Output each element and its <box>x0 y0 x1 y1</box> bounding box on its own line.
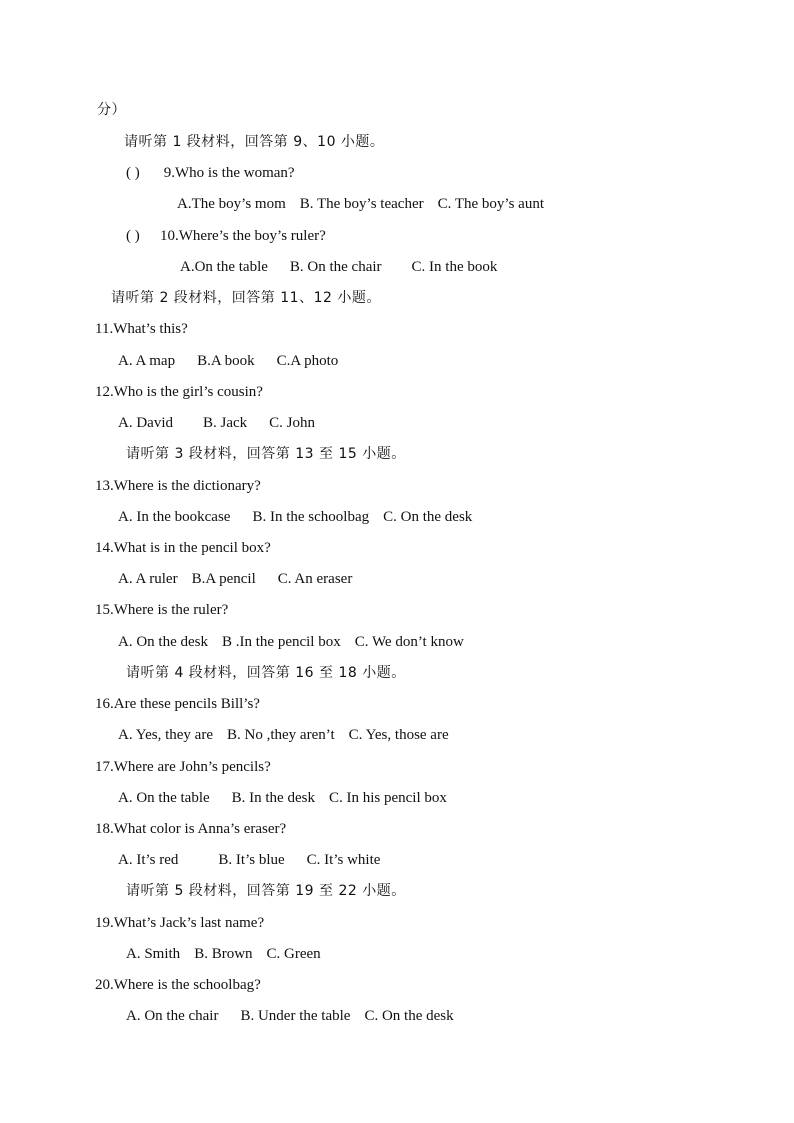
option-b: B. The boy’s teacher <box>299 196 424 212</box>
section-instruction-4: 请听第 4 段材料，回答第 16 至 18 小题。 <box>126 665 406 681</box>
answer-blank: ( ) <box>126 228 140 244</box>
option-c: C. An eraser <box>277 571 353 587</box>
option-b: B. Jack <box>203 415 248 431</box>
option-c: C. In the book <box>411 259 498 275</box>
option-a: A. In the bookcase <box>118 509 231 525</box>
option-c: C. On the desk <box>364 1008 454 1024</box>
option-a: A.On the table <box>180 259 268 275</box>
section-instruction-2: 请听第 2 段材料，回答第 11、12 小题。 <box>111 290 381 306</box>
option-c: C. John <box>269 415 316 431</box>
options-12 <box>118 414 315 432</box>
option-c: C. It’s white <box>306 852 381 868</box>
section-instruction-5: 请听第 5 段材料，回答第 19 至 22 小题。 <box>126 883 406 899</box>
options-10 <box>180 258 497 276</box>
option-c: C. Yes, those are <box>348 727 449 743</box>
option-c: C.A photo <box>276 353 339 369</box>
option-b: B .In the pencil box <box>222 634 341 650</box>
options-15 <box>118 633 464 651</box>
section-instruction-1: 请听第 1 段材料，回答第 9、10 小题。 <box>124 134 385 150</box>
answer-blank: ( ) <box>126 165 140 181</box>
option-a: A.The boy’s mom <box>177 196 286 212</box>
question-15: 15.Where is the ruler? <box>95 602 229 618</box>
option-b: B. Under the table <box>240 1008 351 1024</box>
option-c: C. On the desk <box>383 509 473 525</box>
question-18: 18.What color is Anna’s eraser? <box>95 821 287 837</box>
options-18 <box>118 851 380 869</box>
option-a: A. David <box>118 415 173 431</box>
option-b: B. Brown <box>194 946 253 962</box>
options-17 <box>118 789 447 807</box>
option-a: A. A map <box>118 353 176 369</box>
options-16 <box>118 726 449 744</box>
option-b: B. On the chair <box>289 259 382 275</box>
option-a: A. A ruler <box>118 571 178 587</box>
question-text: 9.Who is the woman? <box>160 165 295 181</box>
option-b: B.A pencil <box>191 571 256 587</box>
option-c: C. We don’t know <box>354 634 464 650</box>
options-20 <box>126 1007 454 1025</box>
option-a: A. Yes, they are <box>118 727 213 743</box>
question-13: 13.Where is the dictionary? <box>95 478 261 494</box>
option-b: B.A book <box>197 353 255 369</box>
option-a: A. On the chair <box>126 1008 219 1024</box>
question-12: 12.Who is the girl’s cousin? <box>95 384 263 400</box>
question-17: 17.Where are John’s pencils? <box>95 759 271 775</box>
option-c: C. Green <box>266 946 321 962</box>
question-16: 16.Are these pencils Bill’s? <box>95 696 260 712</box>
option-b: B. In the desk <box>231 790 315 806</box>
question-20: 20.Where is the schoolbag? <box>95 977 261 993</box>
header-fragment: 分） <box>97 102 126 118</box>
option-a: A. It’s red <box>118 852 179 868</box>
option-a: A. On the table <box>118 790 210 806</box>
options-14 <box>118 570 352 588</box>
option-c: C. The boy’s aunt <box>437 196 544 212</box>
question-19: 19.What’s Jack’s last name? <box>95 915 265 931</box>
question-14: 14.What is in the pencil box? <box>95 540 271 556</box>
options-13 <box>118 508 472 526</box>
question-9 <box>126 164 295 182</box>
question-11: 11.What’s this? <box>95 321 188 337</box>
section-instruction-3: 请听第 3 段材料，回答第 13 至 15 小题。 <box>126 446 406 462</box>
option-c: C. In his pencil box <box>328 790 447 806</box>
options-9 <box>177 195 544 213</box>
option-a: A. Smith <box>126 946 181 962</box>
option-b: B. In the schoolbag <box>252 509 370 525</box>
option-b: B. It’s blue <box>218 852 285 868</box>
option-a: A. On the desk <box>118 634 208 650</box>
question-10 <box>126 227 326 245</box>
option-b: B. No ,they aren’t <box>227 727 335 743</box>
options-19 <box>126 945 321 963</box>
options-11 <box>118 352 338 370</box>
question-text: 10.Where’s the boy’s ruler? <box>160 228 326 244</box>
